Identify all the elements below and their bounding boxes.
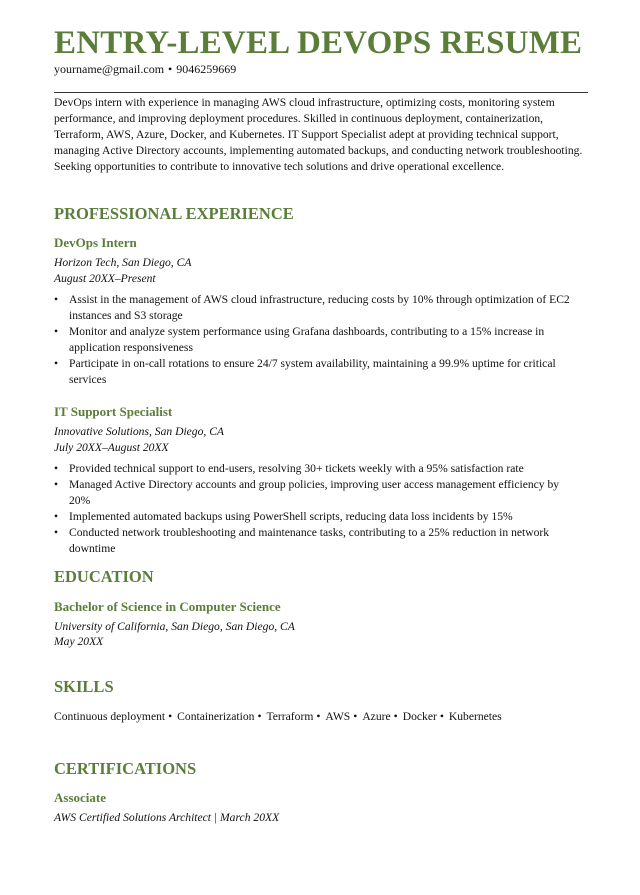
skill-separator: • bbox=[353, 710, 358, 723]
job-title: IT Support Specialist bbox=[54, 404, 173, 419]
skill-item: AWS bbox=[325, 710, 351, 723]
phone-text: 9046259669 bbox=[176, 62, 237, 76]
summary-paragraph: DevOps intern with experience in managing AWS cloud infrastructure, optimizing costs, monitoring system performance, and improving deployment procedures. Skilled in continuous deployment, containerization, Terraform, AWS, Azure, Docker, and Kubernetes. IT Support Specialist adept at providing technical support, managing Active Directory accounts, implementing automated backups, and conducting network troubleshooting. Seeking opportunities to contribute to innovative tech solutions and drive operational excellence. bbox=[54, 96, 583, 173]
job-company: Horizon Tech, San Diego, CA bbox=[54, 256, 192, 269]
job-bullet: • Monitor and analyze system performance using Grafana dashboards, contributing to a 15% increase in application responsiveness bbox=[54, 324, 576, 356]
section-title-skills: SKILLS bbox=[54, 677, 114, 696]
skill-item: Continuous deployment bbox=[54, 710, 166, 723]
contact-line bbox=[54, 62, 236, 77]
degree-title: Bachelor of Science in Computer Science bbox=[54, 599, 281, 614]
job-dates: July 20XX–August 20XX bbox=[54, 441, 169, 454]
skill-item: Kubernetes bbox=[448, 710, 502, 723]
skill-separator: • bbox=[168, 710, 173, 723]
job-bullet-list bbox=[54, 292, 576, 388]
section-title-experience: PROFESSIONAL EXPERIENCE bbox=[54, 204, 294, 223]
job-dates: August 20XX–Present bbox=[54, 272, 156, 285]
skill-separator: • bbox=[316, 710, 321, 723]
job-bullet: • Provided technical support to end-users, resolving 30+ tickets weekly with a 95% satisfaction rate bbox=[54, 461, 576, 477]
skill-item: Containerization bbox=[177, 710, 255, 723]
job-company: Innovative Solutions, San Diego, CA bbox=[54, 425, 225, 438]
skills-list bbox=[54, 709, 502, 725]
email-text: yourname@gmail.com bbox=[54, 62, 165, 76]
resume-title: ENTRY-LEVEL DEVOPS RESUME bbox=[54, 25, 583, 61]
certification-detail: AWS Certified Solutions Architect | March 20XX bbox=[54, 811, 280, 824]
graduation-date: May 20XX bbox=[54, 635, 104, 648]
skill-item: Docker bbox=[402, 710, 437, 723]
skill-separator: • bbox=[439, 710, 444, 723]
contact-separator: • bbox=[168, 62, 173, 76]
job-bullet: • Implemented automated backups using PowerShell scripts, reducing data loss incidents by 15% bbox=[54, 509, 576, 525]
skill-item: Terraform bbox=[266, 710, 314, 723]
job-bullet: • Managed Active Directory accounts and group policies, improving user access management efficiency by 20% bbox=[54, 477, 576, 509]
skill-separator: • bbox=[257, 710, 262, 723]
certification-name: Associate bbox=[54, 790, 106, 805]
job-bullet: • Conducted network troubleshooting and maintenance tasks, contributing to a 25% reduction in network downtime bbox=[54, 525, 576, 557]
job-bullet: • Assist in the management of AWS cloud infrastructure, reducing costs by 10% through optimization of EC2 instances and S3 storage bbox=[54, 292, 576, 324]
job-bullet: • Participate in on-call rotations to ensure 24/7 system availability, maintaining a 99.9% uptime for critical services bbox=[54, 356, 576, 388]
school-name: University of California, San Diego, San Diego, CA bbox=[54, 620, 295, 633]
job-bullet-list bbox=[54, 461, 576, 557]
header-divider bbox=[54, 92, 588, 93]
skill-item: Azure bbox=[362, 710, 391, 723]
job-title: DevOps Intern bbox=[54, 235, 137, 250]
skill-separator: • bbox=[393, 710, 398, 723]
section-title-education: EDUCATION bbox=[54, 567, 154, 586]
section-title-certifications: CERTIFICATIONS bbox=[54, 759, 197, 778]
